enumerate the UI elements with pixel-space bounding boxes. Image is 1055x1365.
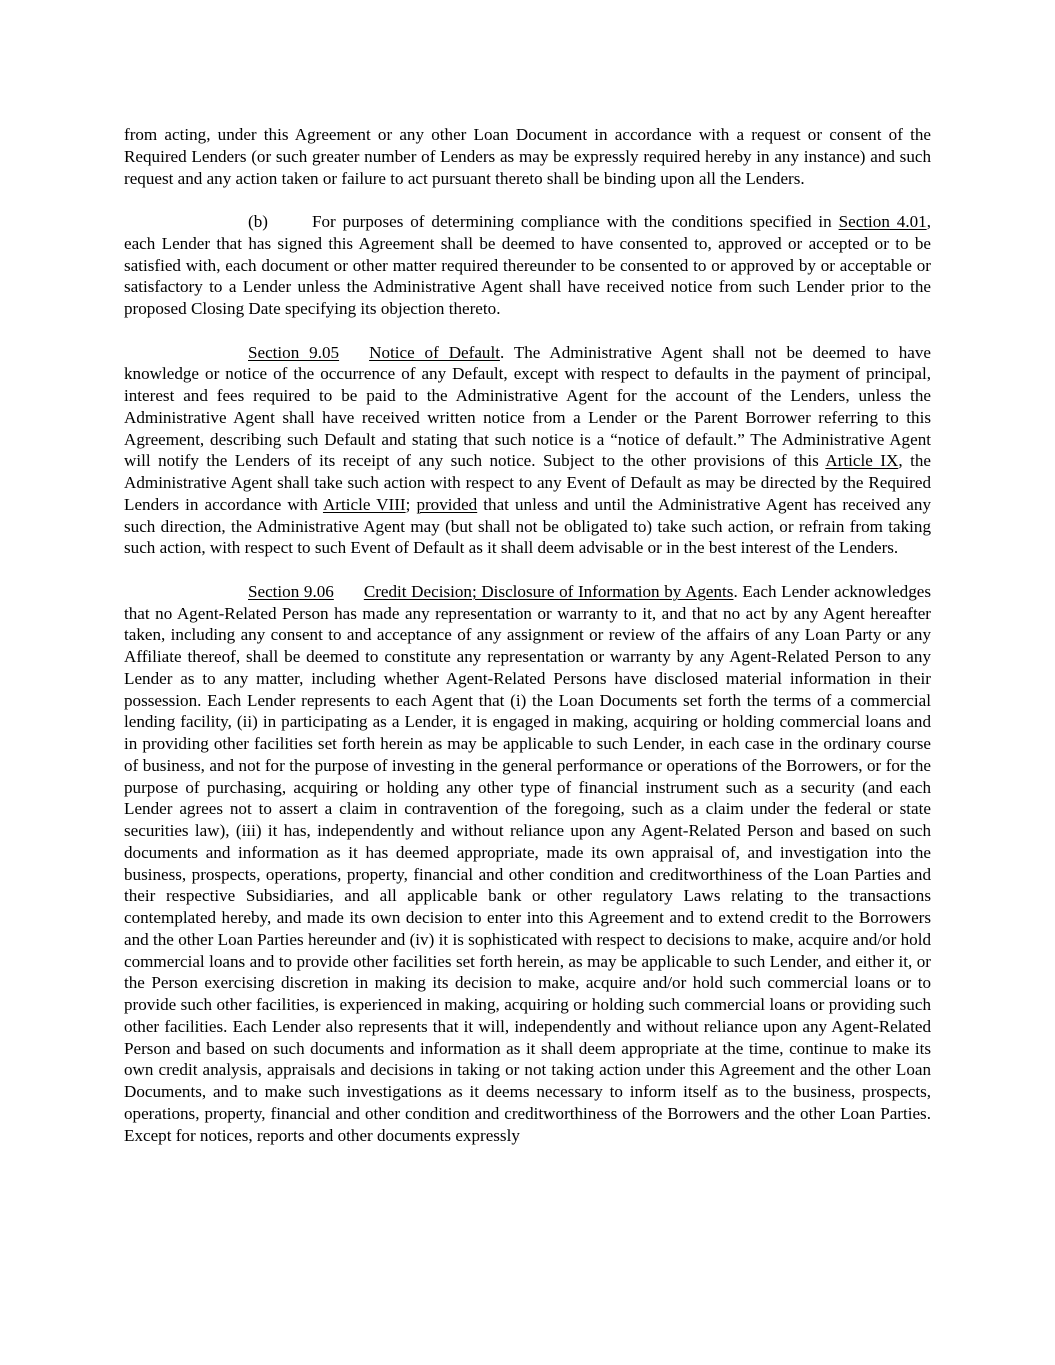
provided-term: provided	[416, 494, 478, 514]
section-9-05-text-b: , the Administrative Agent shall take such action with respect to any Event of Default as may be directed by the Required Lenders in accordance with	[124, 451, 931, 514]
section-9-05-text-a: . The Administrative Agent shall not be deemed to have knowledge or notice of the occurrence of any Default, except with respect to defaults in the payment of principal, interest and fees required to be paid to the Administrative Agent for the account of the Lenders, unless the Administrative Agent shall have received written notice from a Lender or the Parent Borrower referring to this Agreement, describing such Default and stating that such notice is a “notice of default.” The Administrative Agent will notify the Lenders of its receipt of any such notice. Subject to the other provisions of this	[124, 342, 931, 471]
section-9-06	[124, 581, 931, 1147]
section-9-06-heading	[248, 582, 733, 601]
section-9-05-text-c: ;	[405, 494, 417, 514]
document-page	[124, 124, 931, 1168]
paragraph-b	[124, 211, 931, 320]
section-9-06-text: . Each Lender acknowledges that no Agent-Related Person has made any representation or warranty to it, and that no act by any Agent hereafter taken, including any consent to and acceptance of any assignment or review of the affairs of any Loan Party or any Affiliate thereof, shall be deemed to constitute any representation or warranty by any Agent-Related Person to any Lender as to any matter, including whether Agent-Related Persons have disclosed material information in their possession. Each Lender represents to each Agent that (i) the Loan Documents set forth the terms of a commercial lending facility, (ii) in participating as a Lender, it is engaged in making, acquiring or holding commercial loans and in providing other facilities set forth herein as may be applicable to such Lender, in each case in the ordinary course of business, and not for the purpose of investing in the general performance or operations of the Borrowers, or for the purpose of purchasing, acquiring or holding any other type of financial instrument such as a security (and each Lender agrees not to assert a claim in contravention of the foregoing, such as a claim under the federal or state securities law), (iii) it has, independently and without reliance upon any Agent-Related Person and based on such documents and information as it has deemed appropriate, made its own appraisal of, and investigation into the business, prospects, operations, property, financial and other condition and creditworthiness of the Loan Parties and their respective Subsidiaries, and all applicable bank or other regulatory Laws relating to the transactions contemplated hereby, and made its own decision to enter into this Agreement and to extend credit to the Borrowers and the other Loan Parties hereunder and (iv) it is sophisticated with respect to decisions to make, acquire and/or hold commercial loans and to provide other facilities set forth herein, as may be applicable to such Lender, and either it, or the Person exercising discretion in making its decision to make, acquire and/or hold such commercial loans or to provide such other facilities, is experienced in making, acquiring or holding such commercial loans or providing such other facilities. Each Lender also represents that it will, independently and without reliance upon any Agent-Related Person and based on such documents and information as it shall deem appropriate at the time, continue to make its own credit analysis, appraisals and decisions in taking or not taking action under this Agreement and the other Loan Documents, and to make such investigations as it deems necessary to inform itself as to the business, prospects, operations, property, financial and other condition and creditworthiness of the Borrowers and the other Loan Parties. Except for notices, reports and other documents expressly	[124, 581, 931, 1145]
section-9-06-title: Credit Decision; Disclosure of Information by Agents	[363, 581, 734, 601]
section-9-05	[124, 342, 931, 560]
article-viii-reference: Article VIII	[322, 494, 406, 514]
paragraph-continuation: from acting, under this Agreement or any other Loan Document in accordance with a request or consent of the Required Lenders (or such greater number of Lenders as may be expressly required hereby in any instance) and such request and any action taken or failure to act pursuant thereto shall be binding upon all the Lenders.	[124, 125, 931, 188]
section-9-05-number: Section 9.05	[248, 342, 340, 362]
clause-label-b: (b)	[248, 212, 268, 231]
section-9-06-number: Section 9.06	[248, 581, 334, 601]
paragraph-b-text-b: , each Lender that has signed this Agreement shall be deemed to have consented to, approved or accepted or to be satisfied with, each document or other matter required thereunder to be consented to or approved by or acceptable or satisfactory to a Lender unless the Administrative Agent shall have received notice from such Lender prior to the proposed Closing Date specifying its objection thereto.	[124, 212, 931, 318]
paragraph-b-text-a: For purposes of determining compliance with the conditions specified in	[311, 212, 839, 231]
section-9-05-heading	[248, 343, 500, 362]
article-ix-reference: Article IX	[825, 451, 899, 471]
section-9-05-text-d: that unless and until the Administrative Agent has received any such direction, the Administrative Agent may (but shall not be obligated to) take such action, or refrain from taking such action, with respect to such Event of Default as it shall deem advisable or in the best interest of the Lenders.	[124, 494, 931, 558]
section-4-01-reference: Section 4.01	[838, 212, 927, 231]
section-9-05-title: Notice of Default	[369, 342, 500, 362]
